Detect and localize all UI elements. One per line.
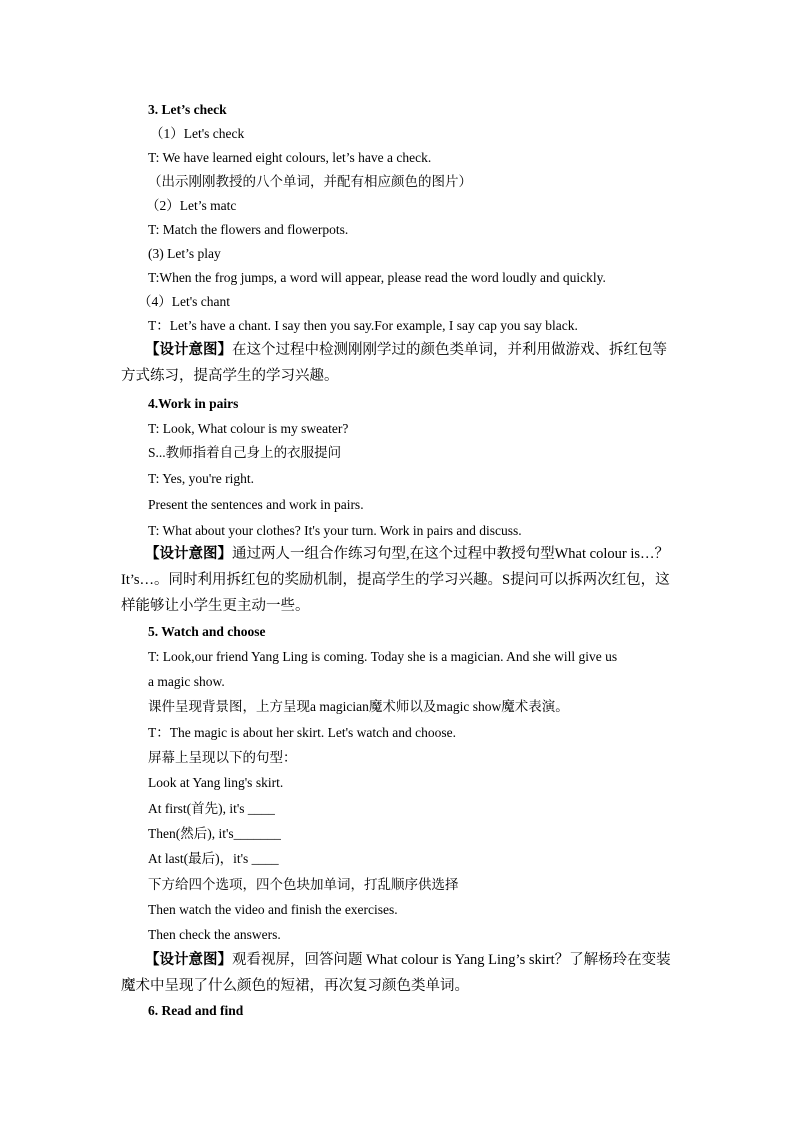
section-5-line: At first(首先), it's ____ xyxy=(148,801,275,816)
section-3-heading: 3. Let’s check xyxy=(148,102,227,117)
section-3-line: T: We have learned eight colours, let’s have a check. xyxy=(148,150,432,165)
section-5-line: Then watch the video and finish the exercises. xyxy=(148,902,398,917)
section-5-heading: 5. Watch and choose xyxy=(148,624,266,639)
section-4-line: T: Look, What colour is my sweater? xyxy=(148,421,349,436)
section-4-line: S...教师指着自己身上的衣服提问 xyxy=(148,445,342,460)
section-5-line: 下方给四个选项，四个色块加单词，打乱顺序供选择 xyxy=(148,877,459,892)
section-3-line: （1）Let's check xyxy=(150,126,245,141)
section-3-line: T: Match the flowers and flowerpots. xyxy=(148,222,349,237)
design-intent-paragraph-3 xyxy=(121,947,681,999)
design-intent-tag: 【设计意图】 xyxy=(145,546,232,562)
section-3-line: T:When the frog jumps, a word will appear, please read the word loudly and quickly. xyxy=(148,270,606,285)
section-3-line: （2）Let’s matc xyxy=(146,198,237,213)
section-5-line: T: Look,our friend Yang Ling is coming. Today she is a magician. And she will give us xyxy=(148,649,618,664)
section-4-line: Present the sentences and work in pairs. xyxy=(148,497,364,512)
section-5-line: T：The magic is about her skirt. Let's watch and choose. xyxy=(148,725,456,740)
section-5-line: Then(然后), it's_______ xyxy=(148,826,281,841)
section-4-line: T: Yes, you're right. xyxy=(148,471,255,486)
section-5-line: Then check the answers. xyxy=(148,927,281,942)
design-intent-text: 观看视屏，回答问题 What colour is Yang Ling’s skirt？了解杨玲在变装魔术中呈现了什么颜色的短裙，再次复习颜色类单词。 xyxy=(121,952,671,994)
design-intent-paragraph-1 xyxy=(121,337,681,389)
section-6-heading: 6. Read and find xyxy=(148,1003,244,1018)
section-5-line: 课件呈现背景图，上方呈现a magician魔术师以及magic show魔术表演。 xyxy=(148,699,569,714)
section-4-line: T: What about your clothes? It's your turn. Work in pairs and discuss. xyxy=(148,523,522,538)
section-4-heading: 4.Work in pairs xyxy=(148,396,239,411)
section-3-line: （4）Let's chant xyxy=(138,294,231,309)
design-intent-tag: 【设计意图】 xyxy=(145,342,232,358)
design-intent-text: 在这个过程中检测刚刚学过的颜色类单词，并利用做游戏、拆红包等方式练习，提高学生的学习兴趣。 xyxy=(121,342,667,384)
section-5-line: a magic show. xyxy=(148,674,225,689)
design-intent-text: 通过两人一组合作练习句型,在这个过程中教授句型What colour is…？ It’s…。同时利用拆红包的奖励机制，提高学生的学习兴趣。S提问可以拆两次红包，这样能够让小学生更主动一些。 xyxy=(121,546,670,614)
design-intent-paragraph-2 xyxy=(121,541,681,619)
section-3-line: (3) Let’s play xyxy=(148,246,221,261)
section-3-line: T：Let’s have a chant. I say then you say.For example, I say cap you say black. xyxy=(148,318,578,333)
section-3-line: （出示刚刚教授的八个单词，并配有相应颜色的图片） xyxy=(148,174,472,189)
section-5-line: Look at Yang ling's skirt. xyxy=(148,775,284,790)
section-5-line: 屏幕上呈现以下的句型： xyxy=(148,750,297,765)
section-5-line: At last(最后)，it's ____ xyxy=(148,851,279,866)
design-intent-tag: 【设计意图】 xyxy=(145,952,232,968)
